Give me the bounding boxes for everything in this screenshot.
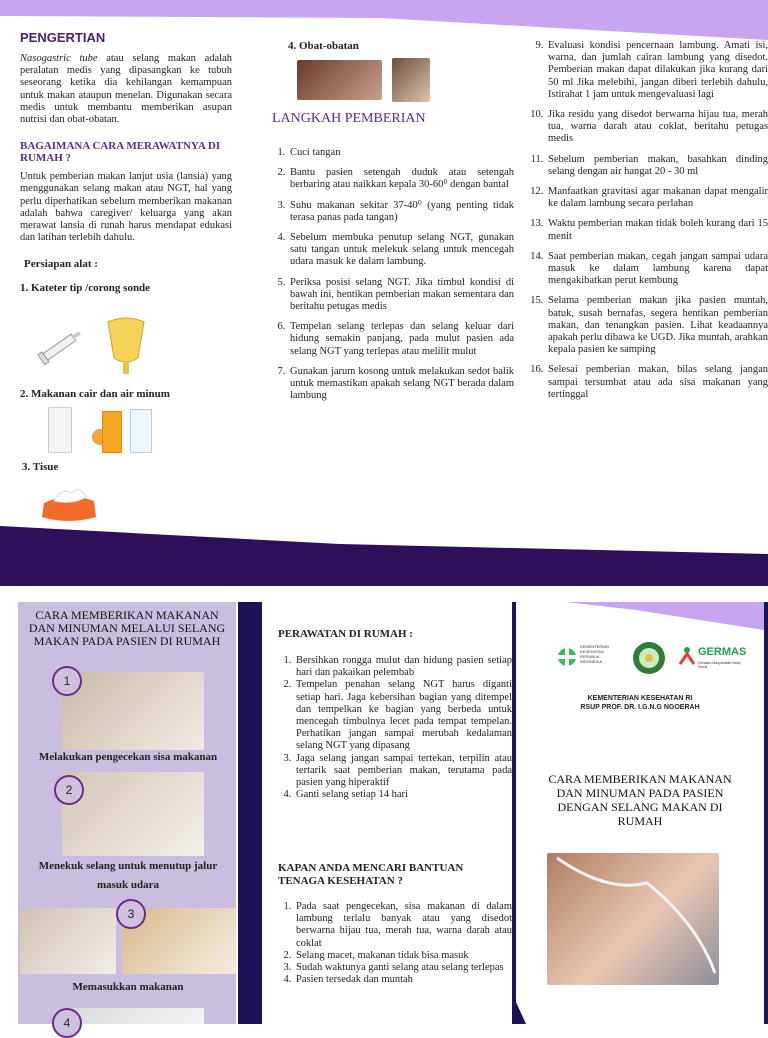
syringe-image — [36, 322, 86, 370]
patient-photo — [547, 853, 719, 985]
step-4-photo — [62, 1008, 204, 1024]
langkah-title: LANGKAH PEMBERIAN — [272, 111, 426, 126]
step-2-number: 2 — [54, 775, 84, 805]
step-3-caption: Memasukkan makanan — [72, 981, 184, 993]
langkah-step: 6. Tempelan selang terlepas dan selang keluar dari hidung semakin panjang, pada mulut pasien ada selang NGT yang terlepas atau melilit mulut — [288, 321, 514, 358]
langkah-list — [266, 147, 514, 410]
langkah-list-cont — [524, 40, 768, 409]
step-1-photo — [62, 672, 204, 750]
germas-logo — [678, 644, 748, 676]
persiapan-label: Persiapan alat : — [24, 258, 98, 271]
pengertian-text — [20, 53, 232, 126]
step-3-photo-a — [20, 908, 116, 974]
kapan-title: KAPAN ANDA MENCARI BANTUAN TENAGA KESEHATAN ? — [278, 862, 464, 887]
germas-logo-icon — [678, 646, 696, 666]
pengertian-body: atau selang makan adalah peralatan medis yang dipasangkan ke tubuh seseorang ketika dia kehilangan kemampuan untuk makan ataupun menelan. Digunakan secara medis untuk membantu memberikan asupan nutrisi dan obat-obatan. — [20, 53, 232, 126]
panel-1-title: CARA MEMBERIKAN MAKANAN DAN MINUMAN MELALUI SELANG MAKAN PADA PASIEN DI RUMAH — [28, 608, 226, 648]
kapan-item: 2. Selang macet, makanan tidak bisa masuk — [294, 950, 512, 962]
step-3-number: 3 — [116, 899, 146, 929]
langkah-step: 15. Selama pemberian makan jika pasien muntah, batuk, susah bernafas, segera hentikan pemberian makan, dan tenangkan pasien. Lihat keadaannya apakah perlu dibawa ke UGD. Jika muntah, arahkan kepala pasien ke samping — [546, 295, 768, 356]
langkah-step: 7. Gunakan jarum kosong untuk melakukan sedot balik untuk memastikan apakah selang NGT berada dalam lambung — [288, 366, 514, 403]
kapan-item: 4. Pasien tersedak dan muntah — [294, 974, 512, 986]
langkah-step: 10. Jika residu yang disedot berwarna hijau tua, merah tua, warna darah atau coklat, beritahu petugas medis — [546, 109, 768, 146]
kapan-list — [277, 901, 512, 986]
step-2-caption: Menekuk selang untuk menutup jalur masuk udara — [38, 860, 218, 891]
langkah-step: 5. Periksa posisi selang NGT. Jika timbul kondisi di bawah ini, hentikan pemberian makan sementara dan beritahu petugas medis — [288, 277, 514, 314]
germas-logo-subtext: Gerakan Masyarakat Hidup Sehat — [698, 661, 741, 669]
medicine-bottle-image — [297, 60, 382, 100]
merawat-title: BAGAIMANA CARA MERAWATNYA DI RUMAH ? — [20, 140, 221, 165]
institution-name: KEMENTERIAN KESEHATAN RI RSUP PROF. DR. I.G.N.G NGOERAH — [580, 695, 700, 711]
perawatan-item: 4. Ganti selang setiap 14 hari — [294, 789, 512, 801]
langkah-step: 3. Suhu makanan sekitar 37-40⁰ (yang penting tidak terasa panas pada tangan) — [288, 200, 514, 224]
cover-title: CARA MEMBERIKAN MAKANAN DAN MINUMAN PADA PASIEN DENGAN SELANG MAKAN DI RUMAH — [548, 772, 732, 828]
langkah-step: 1. Cuci tangan — [288, 147, 514, 159]
column-1 — [20, 30, 232, 294]
langkah-step: 13. Waktu pemberian makan tidak boleh kurang dari 15 menit — [546, 218, 768, 242]
langkah-step: 14. Saat pemberian makan, cegah jangan sampai udara masuk ke dalam lambung karena dapat mengakibatkan perut kembung — [546, 251, 768, 288]
pengertian-term: Nasogastric tube — [20, 53, 98, 64]
kapan-item: 3. Sudah waktunya ganti selang atau selang terlepas — [294, 962, 512, 974]
step-1-caption: Melakukan pengecekan sisa makanan — [38, 751, 218, 763]
langkah-step: 2. Bantu pasien setengah duduk atau setengah berbaring atau naikkan kepala 30-60⁰ dengan bantal — [288, 167, 514, 191]
alat-item-2: 2. Makanan cair dan air minum — [20, 388, 170, 400]
drinks-image — [46, 405, 156, 455]
langkah-step: 16. Selesai pemberian makan, bilas selang jangan sampai tersumbat atau ada sisa makanan yang tertinggal — [546, 364, 768, 401]
kemenkes-logo-icon — [556, 642, 578, 672]
funnel-image — [100, 314, 152, 376]
perawatan-title: PERAWATAN DI RUMAH : — [278, 628, 413, 640]
perawatan-item: 1. Bersihkan rongga mulut dan hidung pasien setiap hari dan pakaikan pelembab — [294, 655, 512, 679]
langkah-step: 11. Sebelum pemberian makan, basahkan dinding selang dengan air hangat 20 - 30 ml — [546, 154, 768, 178]
alat-item-3: 3. Tisue — [22, 461, 59, 473]
ngt-tube — [547, 853, 719, 985]
panel-1-navy-strip — [238, 602, 262, 1024]
step-4-number: 4 — [52, 1008, 82, 1038]
pengertian-title: PENGERTIAN — [20, 30, 106, 45]
kapan-item: 1. Pada saat pengecekan, sisa makanan di dalam lambung terlalu banyak atau yang disedot berwarna hijau tua, merah tua, warna darah atau coklat — [294, 901, 512, 950]
langkah-step: 9. Evaluasi kondisi pencernaan lambung. Amati isi, warna, dan jumlah cairan lambung yang disedot. Pemberian makan dapat dilakukan jika kurang dari 50 ml Jika melebihi, jangan diberi terlebih dahulu, Istirahat 1 jam untuk mengevaluasi lagi — [546, 40, 768, 101]
merawat-text: Untuk pemberian makan lanjut usia (lansia) yang menggunakan selang makan atau NGT, hal yang perlu diperhatikan sebelum memberikan makanan adalah bahwa caregiver/ keluarga yang akan merawat lansia di runah harus mendapat edukasi dan latihan terlebih dahulu. — [20, 171, 232, 244]
medicine-cup-image — [392, 58, 430, 102]
alat-item-1: 1. Kateter tip /corong sonde — [20, 282, 151, 295]
langkah-step: 12. Manfaatkan gravitasi agar makanan dapat mengalir ke dalam lambung secara perlahan — [546, 186, 768, 210]
kemenkes-logo-text: KEMENTERIAN KESEHATAN REPUBLIK INDONESIA — [580, 644, 609, 664]
perawatan-item: 3. Jaga selang jangan sampai tertekan, terpilin atau tertarik saat pemberian makan, terutama pada pasien yang hiperaktif — [294, 753, 512, 790]
perawatan-item: 2. Tempelan penahan selang NGT harus diganti setiap hari. Jaga kebersihan bagian yang ditempel dan tempelkan ke bagian yang berbeda untuk mencegah timbulnya lecet pada tempat tempelan. Perhatikan jangan sampai merubah kedalaman selang NGT yang dipasang — [294, 679, 512, 752]
perawatan-list — [277, 655, 512, 801]
middle-purple-band — [0, 470, 768, 600]
kemenkes-logo — [556, 640, 609, 676]
hospital-logo — [626, 640, 672, 676]
germas-logo-text: GERMAS — [698, 646, 747, 658]
obat-label: 4. Obat-obatan — [288, 40, 359, 52]
langkah-step: 4. Sebelum membuka penutup selang NGT, gunakan satu tangan untuk melekuk selang untuk mencegah udara masuk ke dalam lambung. — [288, 232, 514, 269]
step-1-number: 1 — [52, 666, 82, 696]
